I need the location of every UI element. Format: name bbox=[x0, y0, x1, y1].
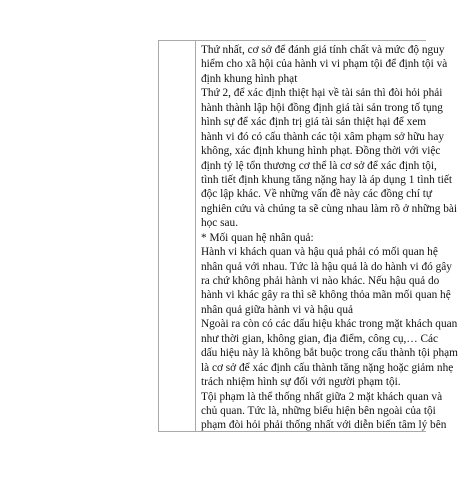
paragraph-line: định tỷ lệ tổn thương cơ thể là cơ sở để xác định tội, bbox=[201, 159, 437, 172]
content-cell bbox=[201, 43, 458, 432]
paragraph-line: Tội phạm là thể thống nhất giữa 2 mặt khách quan và bbox=[201, 390, 443, 403]
paragraph-line: Hành vi khách quan và hậu quả phải có mối quan hệ bbox=[201, 246, 438, 259]
paragraph-line: là cơ sở để xác định cấu thành tăng nặng hoặc giảm nhẹ bbox=[201, 361, 454, 374]
paragraph-line: như thời gian, không gian, địa điểm, công cụ,… Các bbox=[201, 332, 439, 345]
paragraph-line: không, xác định khung hình phạt. Đồng thời với việc bbox=[201, 145, 441, 158]
paragraph-line: hành vi đó có cấu thành các tội xâm phạm sở hữu hay bbox=[201, 130, 444, 143]
paragraph-line: Thứ 2, để xác định thiệt hại về tài sản thì đòi hỏi phải bbox=[201, 87, 443, 100]
paragraph-line: hình sự để xác định trị giá tài sản thiệt hại để xem bbox=[201, 116, 427, 129]
paragraph-line: ra chứ không phải hành vi nào khác. Nếu hậu quả do bbox=[201, 275, 440, 287]
paragraph-line: định khung hình phạt bbox=[201, 72, 298, 85]
paragraph-line: Thứ nhất, cơ sở để đánh giá tính chất và mức độ nguy bbox=[201, 44, 445, 56]
paragraph-line: nhân quả giữa hành vi và hậu quả bbox=[201, 303, 353, 316]
paragraph-line: hiểm cho xã hội của hành vi vi phạm tội để định tội và bbox=[201, 58, 448, 71]
paragraph-line: phạm đòi hỏi phải thống nhất với diễn biến tâm lý bên bbox=[201, 419, 447, 432]
paragraph-line: Ngoài ra còn có các dấu hiệu khác trong mặt khách quan bbox=[201, 318, 458, 331]
paragraph-line: hành thành lập hội đồng định giá tài sản trong tố tụng bbox=[201, 101, 443, 114]
paragraph-line: nghiên cứu và chúng ta sẽ cùng nhau làm rõ ở những bài bbox=[201, 202, 458, 215]
paragraph-line: nhân quả với nhau. Tức là hậu quả là do hành vi đó gây bbox=[201, 260, 452, 273]
paragraph-line: trách nhiệm hình sự đối với người phạm tội. bbox=[201, 376, 401, 389]
paragraph-line: dấu hiệu này là không bắt buộc trong cấu thành tội phạm bbox=[201, 347, 458, 360]
paragraph-line: hành vi khác gây ra thì sẽ không thỏa mãn mối quan hệ bbox=[201, 289, 451, 302]
paragraph-line: tình tiết định khung tăng nặng hay là áp dụng 1 tình tiết bbox=[201, 173, 453, 186]
column-divider bbox=[195, 40, 196, 432]
paragraph-line: học sau. bbox=[201, 217, 239, 230]
section-heading-causality: * Mối quan hệ nhân quả: bbox=[201, 231, 314, 244]
paragraph-line: độc lập khác. Về những vấn đề này các đồng chí tự bbox=[201, 188, 432, 201]
paragraph-line: chủ quan. Tức là, những biểu hiện bên ngoài của tội bbox=[201, 404, 436, 417]
